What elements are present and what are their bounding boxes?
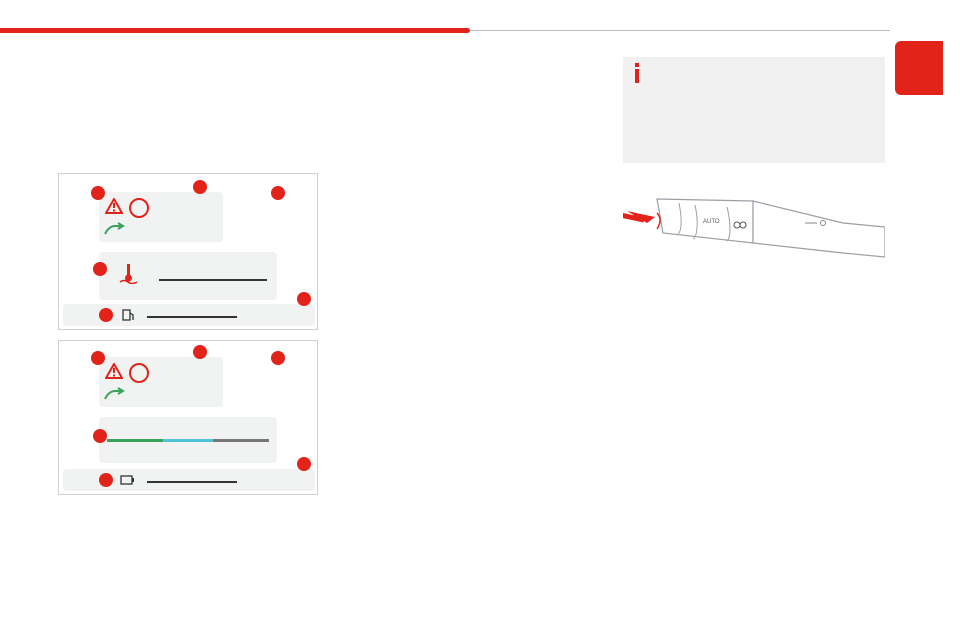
cruise-control-icon — [103, 387, 125, 401]
callout-6 — [91, 186, 105, 200]
callout-6 — [91, 351, 105, 365]
cluster-illustration-electric — [58, 340, 318, 495]
cruise-control-icon — [103, 222, 125, 236]
chapter-tab — [895, 41, 943, 95]
warning-triangle-icon — [105, 363, 123, 379]
fuel-gauge-bar — [147, 316, 237, 318]
temp-gauge-bar — [159, 279, 267, 281]
power-gauge-charge-segment — [107, 439, 163, 442]
callout-1 — [193, 180, 207, 194]
callout-4 — [99, 473, 113, 487]
speed-limit-sign — [129, 363, 149, 383]
stalk-auto-label: AUTO — [703, 219, 720, 225]
header-accent-bar — [0, 28, 470, 33]
speed-limit-sign — [129, 198, 149, 218]
power-gauge-eco-segment — [163, 439, 213, 442]
cluster-illustration-thermal — [58, 173, 318, 330]
callout-3 — [93, 429, 107, 443]
info-box-language-units — [623, 57, 885, 163]
callout-5 — [297, 292, 311, 306]
callout-5 — [297, 457, 311, 471]
callout-4 — [99, 308, 113, 322]
battery-gauge-bar — [147, 481, 237, 483]
callout-2 — [271, 186, 285, 200]
fuel-pump-icon — [121, 308, 135, 322]
header-rule — [470, 30, 890, 31]
callout-2 — [271, 351, 285, 365]
power-gauge-power-segment — [213, 439, 269, 442]
info-icon — [631, 63, 643, 83]
callout-1 — [193, 345, 207, 359]
warning-triangle-icon — [105, 198, 123, 214]
lighting-stalk-illustration — [623, 193, 885, 275]
callout-3 — [93, 262, 107, 276]
battery-plug-icon — [119, 473, 137, 487]
coolant-temperature-icon — [119, 262, 139, 284]
